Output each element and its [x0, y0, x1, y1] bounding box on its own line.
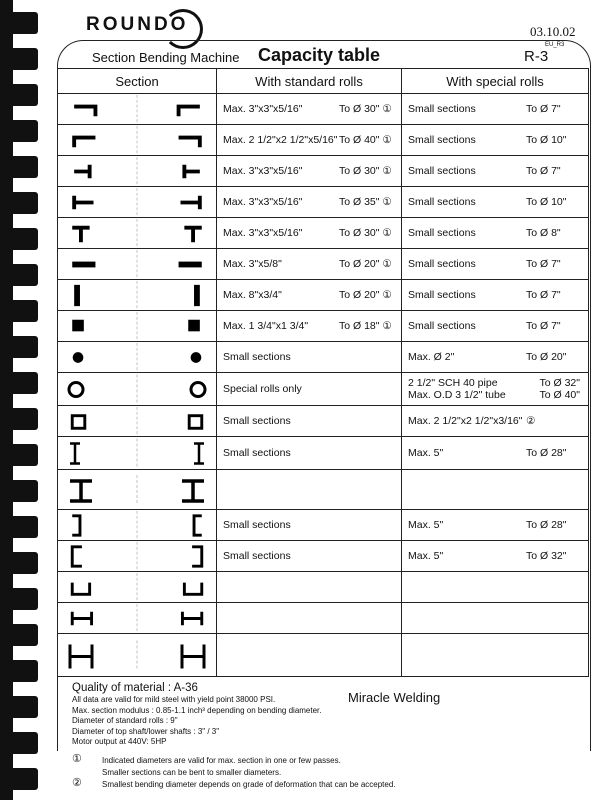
- footnote-ref: ①: [382, 196, 392, 208]
- standard-rolls-cell: [217, 634, 402, 677]
- special-max-section: Small sections: [408, 289, 476, 301]
- table-row: [58, 125, 589, 156]
- table-row: [58, 373, 589, 406]
- table-row: [58, 437, 589, 470]
- binding-ring: [0, 372, 38, 394]
- special-max-section: Small sections: [408, 103, 476, 115]
- special-rolls-cell: [402, 187, 589, 218]
- standard-max-section: Small sections: [223, 550, 291, 562]
- material-quality: Quality of material : A-36: [72, 682, 198, 694]
- section-h-tall-icon: [58, 635, 216, 676]
- special-rolls-cell: [402, 94, 589, 125]
- table-row: [58, 603, 589, 634]
- footnote-ref: ①: [382, 289, 392, 301]
- special-rolls-cell: [402, 541, 589, 572]
- standard-max-section: Max. 2 1/2"x2 1/2"x5/16": [223, 134, 338, 146]
- special-rolls-cell: [402, 510, 589, 541]
- section-cell: [58, 218, 217, 249]
- model-ref: R-3: [524, 48, 549, 65]
- special-diameter: To Ø 32": [526, 550, 567, 562]
- special-rolls-cell: [402, 311, 589, 342]
- special-max-section: Max. Ø 2": [408, 351, 455, 363]
- binding-ring: [0, 84, 38, 106]
- standard-max-section: Special rolls only: [223, 383, 302, 395]
- footnote-ref: ①: [382, 227, 392, 239]
- special-rolls-cell: [402, 437, 589, 470]
- standard-max-section: Max. 1 3/4"x1 3/4": [223, 320, 309, 332]
- standard-diameter: To Ø 20" ①: [339, 289, 392, 301]
- standard-rolls-cell: [217, 470, 402, 510]
- special-diameter: To Ø 7": [526, 289, 561, 301]
- standard-rolls-cell: [217, 342, 402, 373]
- section-cell: [58, 156, 217, 187]
- binding-ring: [0, 588, 38, 610]
- footnote-2-line-1: Smallest bending diameter depends on grade of deformation that can be accepted.: [102, 780, 396, 789]
- special-max-section: Small sections: [408, 134, 476, 146]
- machine-name: Section Bending Machine: [92, 50, 240, 65]
- table-row: [58, 510, 589, 541]
- special-diameter: To Ø 7": [526, 103, 561, 115]
- special-max-section: Max. O.D 3 1/2" tube: [408, 389, 506, 401]
- standard-max-section: Max. 3"x3"x5/16": [223, 196, 303, 208]
- special-diameter: To Ø 7": [526, 258, 561, 270]
- binding-ring: [0, 120, 38, 142]
- section-square-bar-icon: [58, 312, 216, 341]
- note-line: Diameter of standard rolls : 9": [72, 716, 178, 725]
- special-max-section: Max. 5": [408, 519, 444, 531]
- binding-ring: [0, 228, 38, 250]
- footnote-ref: ①: [382, 320, 392, 332]
- section-tee-down-icon: [58, 219, 216, 248]
- special-diameter: To Ø 10": [526, 196, 567, 208]
- standard-rolls-cell: [217, 280, 402, 311]
- table-row: [58, 406, 589, 437]
- standard-rolls-cell: [217, 249, 402, 280]
- special-rolls-cell: [402, 342, 589, 373]
- document-date: 03.10.02: [530, 24, 576, 39]
- standard-rolls-cell: [217, 218, 402, 249]
- special-diameter: To Ø 28": [526, 447, 567, 459]
- footnote-1-line-2: Smaller sections can be bent to smaller diameters.: [102, 768, 282, 777]
- section-tee-flat-icon: [58, 188, 216, 217]
- footnote-ref: ①: [382, 103, 392, 115]
- footnote-2-mark: ②: [72, 777, 82, 789]
- footnote-ref: ①: [382, 258, 392, 270]
- special-max-section: Max. 5": [408, 550, 444, 562]
- standard-max-section: Small sections: [223, 447, 291, 459]
- section-i-beam-vertical-icon: [58, 438, 216, 469]
- note-line: Diameter of top shaft/lower shafts : 3" / 3": [72, 726, 220, 736]
- section-cell: [58, 373, 217, 406]
- special-max-section: Small sections: [408, 258, 476, 270]
- standard-rolls-cell: [217, 437, 402, 470]
- binding-ring: [0, 552, 38, 574]
- table-row: [58, 249, 589, 280]
- section-pipe-icon: [58, 374, 216, 405]
- special-max-section: Small sections: [408, 320, 476, 332]
- binding-ring: [0, 768, 38, 790]
- special-rolls-cell: [402, 218, 589, 249]
- section-cell: [58, 311, 217, 342]
- standard-rolls-cell: [217, 373, 402, 406]
- special-diameter: To Ø 7": [526, 320, 561, 332]
- binding-ring: [0, 444, 38, 466]
- standard-rolls-cell: [217, 125, 402, 156]
- section-channel-up-icon: [58, 573, 216, 602]
- section-cell: [58, 437, 217, 470]
- binding-ring: [0, 48, 38, 70]
- notes-section: [72, 682, 572, 748]
- special-diameter: To Ø 40": [539, 389, 580, 401]
- section-cell: [58, 280, 217, 311]
- special-diameter: ②: [526, 415, 536, 427]
- standard-diameter: To Ø 35" ①: [339, 196, 392, 208]
- table-row: [58, 311, 589, 342]
- section-cell: [58, 125, 217, 156]
- standard-rolls-cell: [217, 572, 402, 603]
- footnote-ref: ①: [382, 165, 392, 177]
- capacity-table: [57, 68, 589, 677]
- special-max-section: Small sections: [408, 196, 476, 208]
- binding-ring: [0, 732, 38, 754]
- table-row: [58, 218, 589, 249]
- special-max-section: Small sections: [408, 165, 476, 177]
- table-row: [58, 187, 589, 218]
- section-cell: [58, 510, 217, 541]
- stamp-text: Miracle Welding: [348, 690, 441, 705]
- table-row: [58, 572, 589, 603]
- standard-max-section: Max. 3"x3"x5/16": [223, 227, 303, 239]
- binding-ring: [0, 192, 38, 214]
- standard-rolls-cell: [217, 94, 402, 125]
- column-header-special: With special rolls: [402, 69, 589, 94]
- special-rolls-cell: [402, 406, 589, 437]
- footnote-1-mark: ①: [72, 753, 82, 765]
- special-max-section: Max. 5": [408, 447, 444, 459]
- special-rolls-cell: [402, 572, 589, 603]
- standard-rolls-cell: [217, 510, 402, 541]
- standard-diameter: To Ø 20" ①: [339, 258, 392, 270]
- binding-ring: [0, 264, 38, 286]
- standard-rolls-cell: [217, 187, 402, 218]
- section-cell: [58, 94, 217, 125]
- table-row: [58, 280, 589, 311]
- special-diameter: To Ø 10": [526, 134, 567, 146]
- special-max-section: 2 1/2" SCH 40 pipe: [408, 377, 498, 389]
- section-angle-leg-in-icon: [58, 157, 216, 186]
- standard-max-section: Max. 3"x5/8": [223, 258, 282, 270]
- standard-max-section: Max. 3"x3"x5/16": [223, 103, 303, 115]
- section-cell: [58, 187, 217, 218]
- special-rolls-cell: [402, 373, 589, 406]
- section-cell: [58, 603, 217, 634]
- note-line: All data are valid for mild steel with yield point 38000 PSI.: [72, 695, 276, 704]
- standard-max-section: Max. 8"x3/4": [223, 289, 282, 301]
- standard-diameter: To Ø 30" ①: [339, 103, 392, 115]
- special-rolls-cell: [402, 156, 589, 187]
- binding-ring: [0, 480, 38, 502]
- section-square-tube-icon: [58, 407, 216, 436]
- section-round-bar-icon: [58, 343, 216, 372]
- binding-ring: [0, 12, 38, 34]
- roundo-logo: ROUNDO: [86, 14, 189, 35]
- table-row: [58, 94, 589, 125]
- column-header-section: Section: [58, 69, 217, 94]
- binding-ring: [0, 696, 38, 718]
- spiral-binding: [0, 0, 40, 800]
- note-line: Max. section modulus : 0.85-1.1 inch³ depending on bending diameter.: [72, 705, 322, 715]
- special-rolls-cell: [402, 249, 589, 280]
- standard-rolls-cell: [217, 603, 402, 634]
- standard-rolls-cell: [217, 156, 402, 187]
- special-rolls-cell: [402, 125, 589, 156]
- special-max-section: Max. 2 1/2"x2 1/2"x3/16": [408, 415, 523, 427]
- special-diameter: To Ø 7": [526, 165, 561, 177]
- special-diameter: To Ø 32": [539, 377, 580, 389]
- standard-max-section: Small sections: [223, 415, 291, 427]
- table-row: [58, 634, 589, 677]
- section-cell: [58, 634, 217, 677]
- section-angle-leg-out-icon: [58, 126, 216, 155]
- binding-ring: [0, 408, 38, 430]
- column-header-standard: With standard rolls: [217, 69, 402, 94]
- section-flat-bar-icon: [58, 250, 216, 279]
- section-channel-out-icon: [58, 511, 216, 540]
- section-cell: [58, 342, 217, 373]
- section-flat-edge-icon: [58, 281, 216, 310]
- special-diameter: To Ø 8": [526, 227, 561, 239]
- special-rolls-cell: [402, 634, 589, 677]
- special-rolls-cell: [402, 470, 589, 510]
- binding-ring: [0, 624, 38, 646]
- table-row: [58, 470, 589, 510]
- table-row: [58, 156, 589, 187]
- standard-rolls-cell: [217, 406, 402, 437]
- section-cell: [58, 572, 217, 603]
- special-diameter: To Ø 28": [526, 519, 567, 531]
- special-rolls-cell: [402, 280, 589, 311]
- section-channel-in-icon: [58, 542, 216, 571]
- table-row: [58, 541, 589, 572]
- standard-diameter: To Ø 30" ①: [339, 165, 392, 177]
- standard-max-section: Small sections: [223, 519, 291, 531]
- standard-diameter: To Ø 30" ①: [339, 227, 392, 239]
- section-cell: [58, 249, 217, 280]
- standard-diameter: To Ø 18" ①: [339, 320, 392, 332]
- table-header-row: [58, 69, 589, 94]
- page-title: Capacity table: [258, 45, 381, 65]
- section-i-beam-flat-icon: [58, 471, 216, 509]
- standard-max-section: Max. 3"x3"x5/16": [223, 165, 303, 177]
- special-rolls-cell: [402, 603, 589, 634]
- note-line: Motor output at 440V: 5HP: [72, 737, 167, 746]
- standard-max-section: Small sections: [223, 351, 291, 363]
- standard-rolls-cell: [217, 311, 402, 342]
- section-h-flat-icon: [58, 604, 216, 633]
- special-diameter: To Ø 20": [526, 351, 567, 363]
- standard-diameter: To Ø 40" ①: [339, 134, 392, 146]
- footnote-ref: ①: [382, 134, 392, 146]
- binding-ring: [0, 156, 38, 178]
- standard-rolls-cell: [217, 541, 402, 572]
- binding-ring: [0, 336, 38, 358]
- document-ref-small: EU_R3: [545, 42, 565, 48]
- section-angle-leg-down-icon: [58, 95, 216, 124]
- footnote-1-line-1: Indicated diameters are valid for max. section in one or few passes.: [102, 756, 341, 765]
- section-cell: [58, 470, 217, 510]
- section-cell: [58, 406, 217, 437]
- binding-ring: [0, 516, 38, 538]
- section-cell: [58, 541, 217, 572]
- binding-ring: [0, 300, 38, 322]
- binding-ring: [0, 660, 38, 682]
- table-row: [58, 342, 589, 373]
- special-max-section: Small sections: [408, 227, 476, 239]
